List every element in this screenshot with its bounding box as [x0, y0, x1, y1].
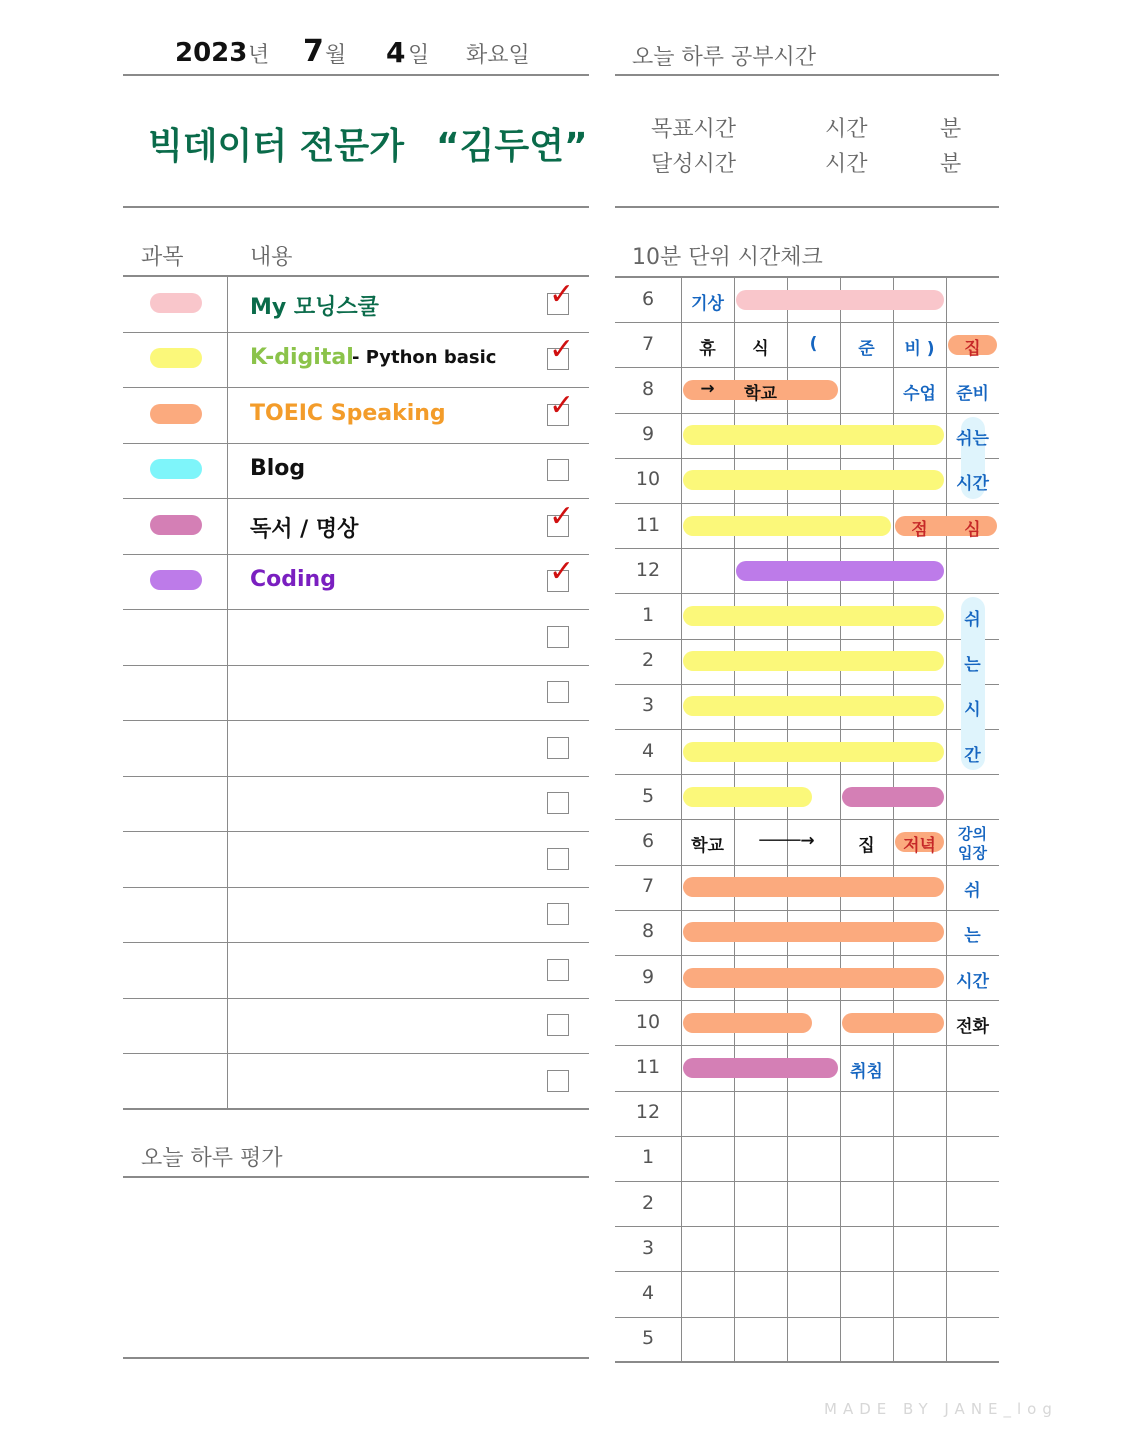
timegrid-row-line — [615, 1271, 999, 1272]
timegrid-row-line — [615, 1317, 999, 1318]
time-note: 쉬 — [964, 881, 981, 902]
time-bar — [842, 1013, 944, 1033]
title-divider-left — [123, 206, 589, 208]
subjects-row-line — [123, 831, 589, 832]
hour-label: 3 — [641, 694, 655, 717]
hour-label: 2 — [641, 1191, 655, 1214]
time-note: 는 — [964, 655, 981, 676]
timegrid-row-line — [615, 1136, 999, 1137]
hour-label: 10 — [635, 1010, 661, 1033]
subjects-row-line — [123, 665, 589, 666]
evaluation-label: 오늘 하루 평가 — [141, 1146, 283, 1171]
subjects-row-line — [123, 554, 589, 555]
timegrid-row-line — [615, 367, 999, 368]
subjects-row-line — [123, 942, 589, 943]
subject-color-swatch — [150, 515, 202, 535]
timegrid-row-line — [615, 819, 999, 820]
evaluation-bottom-line — [123, 1357, 589, 1359]
subject-checkbox[interactable] — [547, 737, 569, 759]
time-note: ────→ — [759, 831, 815, 851]
hour-label: 2 — [641, 649, 655, 672]
subjects-row-line — [123, 998, 589, 999]
subject-checkbox[interactable] — [547, 1014, 569, 1036]
hour-label: 4 — [641, 739, 655, 762]
check-mark-icon: ✓ — [549, 498, 575, 534]
hour-label: 7 — [641, 875, 655, 898]
subjects-row-line — [123, 1053, 589, 1054]
goal-time-label: 목표시간 — [651, 117, 737, 142]
time-bar — [683, 470, 944, 490]
check-mark-icon: ✓ — [549, 332, 575, 368]
title-divider-right — [615, 206, 999, 208]
subject-content-text: Coding — [250, 567, 336, 593]
hour-label: 6 — [641, 830, 655, 852]
hour-label: 3 — [641, 1236, 655, 1259]
hour-label: 6 — [641, 287, 655, 310]
date-year: 2023 — [175, 38, 248, 68]
time-bar — [683, 1013, 812, 1033]
timegrid-row-line — [615, 955, 999, 956]
title-name: “김두연” — [436, 126, 588, 167]
time-note: 쉬는 — [956, 429, 989, 450]
timegrid-row-line — [615, 1091, 999, 1092]
time-note: 간 — [964, 745, 981, 766]
subjects-row-line — [123, 498, 589, 499]
hour-label: 9 — [641, 423, 655, 446]
subject-checkbox[interactable] — [547, 959, 569, 981]
subject-content-text: TOEIC Speaking — [250, 400, 446, 426]
time-note: 전화 — [956, 1016, 989, 1037]
time-bar — [683, 968, 944, 988]
timegrid-row-line — [615, 413, 999, 414]
header-divider-left — [123, 74, 589, 76]
check-mark-icon: ✓ — [549, 276, 575, 312]
time-bar — [683, 742, 944, 762]
time-bar — [683, 922, 944, 942]
hour-label: 8 — [641, 378, 655, 400]
time-bar — [842, 787, 944, 807]
subject-color-swatch — [150, 293, 202, 313]
hour-label: 1 — [641, 1146, 655, 1169]
timegrid-row-line — [615, 322, 999, 323]
time-note: → — [700, 379, 715, 399]
subject-content-text: Blog — [250, 456, 306, 482]
time-bar — [683, 516, 891, 536]
subjects-top-line — [123, 275, 589, 277]
timegrid-row-line — [615, 458, 999, 459]
time-bar — [736, 290, 944, 310]
time-bar — [683, 1058, 838, 1078]
time-note: 학교 — [691, 836, 724, 856]
subject-color-swatch — [150, 570, 202, 590]
hour-label: 1 — [641, 604, 655, 626]
time-note: 식 — [752, 338, 769, 359]
time-note: 준 — [858, 338, 875, 359]
date-day-unit: 일 — [408, 43, 430, 68]
hour-label: 5 — [641, 1327, 655, 1350]
check-mark-icon: ✓ — [549, 387, 575, 423]
date-month: 7 — [303, 34, 324, 69]
timegrid-row-line — [615, 729, 999, 730]
time-note: 저녁 — [903, 836, 936, 856]
title-text: 빅데이터 전문가 — [148, 126, 404, 167]
hour-label: 12 — [635, 558, 661, 581]
timegrid-row-line — [615, 548, 999, 549]
goal-hour-label: 시간 — [825, 117, 868, 142]
hour-label: 12 — [635, 1101, 661, 1124]
hour-label: 5 — [641, 784, 655, 807]
evaluation-divider — [123, 1176, 589, 1178]
time-note: 점 — [911, 519, 928, 540]
subject-color-swatch — [150, 404, 202, 424]
hour-label: 8 — [641, 920, 655, 943]
time-bar — [736, 561, 944, 581]
time-note: 준비 — [956, 384, 989, 404]
subject-content-text: K-digital — [250, 345, 354, 371]
subjects-row-line — [123, 332, 589, 333]
time-bar — [683, 787, 812, 807]
subject-checkbox[interactable] — [547, 459, 569, 481]
achieved-hour-label: 시간 — [825, 152, 868, 177]
col-content-header: 내용 — [250, 245, 293, 270]
time-note: 기상 — [691, 293, 724, 314]
col-subject-header: 과목 — [141, 245, 184, 270]
subjects-row-line — [123, 1108, 589, 1110]
time-note: 학교 — [744, 384, 777, 404]
time-note: 쉬 — [964, 610, 981, 630]
timegrid-row-line — [615, 774, 999, 775]
timegrid-row-line — [615, 684, 999, 685]
time-note: 심 — [964, 519, 981, 540]
subject-checkbox[interactable] — [547, 626, 569, 648]
footer-credit: MADE BY JANE_log — [824, 1400, 1058, 1418]
time-note: 는 — [964, 926, 981, 947]
achieved-time-label: 달성시간 — [651, 152, 737, 177]
weekday: 화요일 — [466, 43, 530, 68]
hour-label: 9 — [641, 965, 655, 988]
time-note: 시간 — [956, 971, 989, 992]
timegrid-top-line — [615, 276, 999, 278]
time-note: 휴 — [699, 338, 716, 359]
hour-label: 7 — [641, 332, 655, 355]
hour-label: 11 — [635, 1056, 661, 1078]
hour-label: 11 — [635, 513, 661, 536]
subject-checkbox[interactable] — [547, 848, 569, 870]
time-note: 강의 — [958, 825, 987, 844]
time-note: 비 ) — [904, 338, 935, 359]
time-bar — [683, 425, 944, 445]
subject-content-text: My 모닝스쿨 — [250, 294, 379, 320]
subjects-row-line — [123, 443, 589, 444]
time-bar — [683, 877, 944, 897]
timegrid-row-line — [615, 503, 999, 504]
timegrid-row-line — [615, 1000, 999, 1001]
timegrid-row-line — [615, 1181, 999, 1182]
time-note: 집 — [858, 836, 875, 856]
time-note: 시 — [964, 700, 981, 721]
timegrid-row-line — [615, 910, 999, 911]
timegrid-row-line — [615, 865, 999, 866]
subject-color-swatch — [150, 459, 202, 479]
time-note: 집 — [964, 338, 981, 359]
timegrid-row-line — [615, 1361, 999, 1363]
achieved-minute-label: 분 — [940, 152, 962, 177]
time-note: 시간 — [956, 474, 989, 495]
subject-checkbox[interactable] — [547, 792, 569, 814]
subjects-row-line — [123, 887, 589, 888]
subject-checkbox[interactable] — [547, 681, 569, 703]
timegrid-row-line — [615, 639, 999, 640]
header-divider-right — [615, 74, 999, 76]
hour-label: 10 — [635, 468, 661, 491]
time-note: 입장 — [958, 844, 987, 863]
subject-color-swatch — [150, 348, 202, 368]
time-bar — [683, 651, 944, 671]
time-note: 취침 — [850, 1062, 883, 1082]
subject-content-text: - Python basic — [352, 347, 497, 369]
goal-minute-label: 분 — [940, 117, 962, 142]
date-day: 4 — [386, 36, 406, 69]
subjects-row-line — [123, 609, 589, 610]
check-mark-icon: ✓ — [549, 554, 575, 590]
subjects-row-line — [123, 720, 589, 721]
timecheck-label: 10분 단위 시간체크 — [632, 245, 823, 270]
time-note: ( — [809, 333, 818, 354]
time-bar — [683, 696, 944, 716]
time-bar — [683, 606, 944, 626]
time-note: 수업 — [903, 384, 936, 404]
subjects-row-line — [123, 776, 589, 777]
study-time-label: 오늘 하루 공부시간 — [632, 45, 817, 70]
timegrid-row-line — [615, 593, 999, 594]
timegrid-row-line — [615, 1045, 999, 1046]
subjects-row-line — [123, 387, 589, 388]
date-month-unit: 월 — [325, 43, 347, 68]
hour-label: 4 — [641, 1282, 655, 1304]
subject-checkbox[interactable] — [547, 903, 569, 925]
subject-content-text: 독서 / 명상 — [250, 516, 359, 542]
date-year-unit: 년 — [248, 43, 270, 68]
subjects-column-divider — [227, 276, 228, 1109]
subject-checkbox[interactable] — [547, 1070, 569, 1092]
timegrid-row-line — [615, 1226, 999, 1227]
